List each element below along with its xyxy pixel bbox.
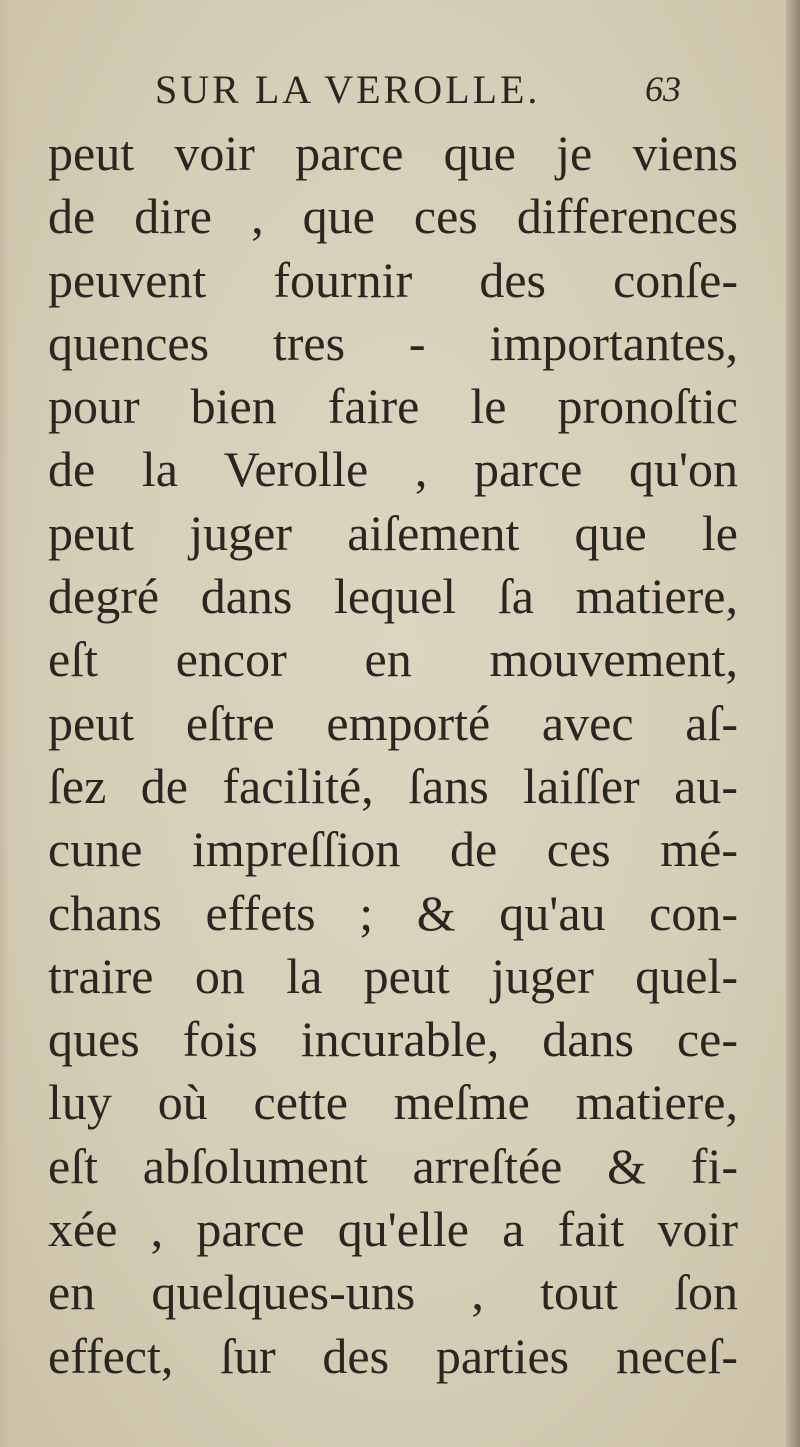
running-title: SUR LA VEROLLE. [155,67,541,112]
page-left-shadow [0,0,10,1447]
text-line: luy où cette meſme matiere, [48,1074,738,1131]
text-line: en quelques-uns , tout ſon [48,1264,738,1321]
text-line: de dire , que ces differences [48,188,738,245]
text-line: eſt encor en mouvement, [48,631,738,688]
text-line: ſez de facilité, ſans laiſſer au- [48,757,738,814]
text-line: traire on la peut juger quel- [48,947,738,1004]
page-gutter-edge [786,0,800,1447]
page-number: 63 [645,69,681,109]
text-line: xée , parce qu'elle a fait voir [48,1201,738,1258]
text-line: quences tres - importantes, [48,314,738,371]
text-line: eſt abſolument arreſtée & fi- [48,1137,738,1194]
running-head [155,66,715,126]
text-line: peut voir parce que je viens [48,125,738,181]
text-line: degré dans lequel ſa matiere, [48,568,738,625]
text-line: pour bien faire le pronoſtic [48,378,738,435]
body-text [48,122,738,1388]
text-line: peut juger aiſement que le [48,504,738,561]
text-line: de la Verolle , parce qu'on [48,441,738,498]
text-line: peuvent fournir des conſe- [48,251,738,308]
text-line: ques fois incurable, dans ce- [48,1011,738,1068]
text-line: effect, ſur des parties neceſ- [48,1327,738,1384]
text-line: chans effets ; & qu'au con- [48,884,738,941]
text-line: peut eſtre emporté avec aſ- [48,694,738,751]
text-line: cune impreſſion de ces mé- [48,821,738,878]
